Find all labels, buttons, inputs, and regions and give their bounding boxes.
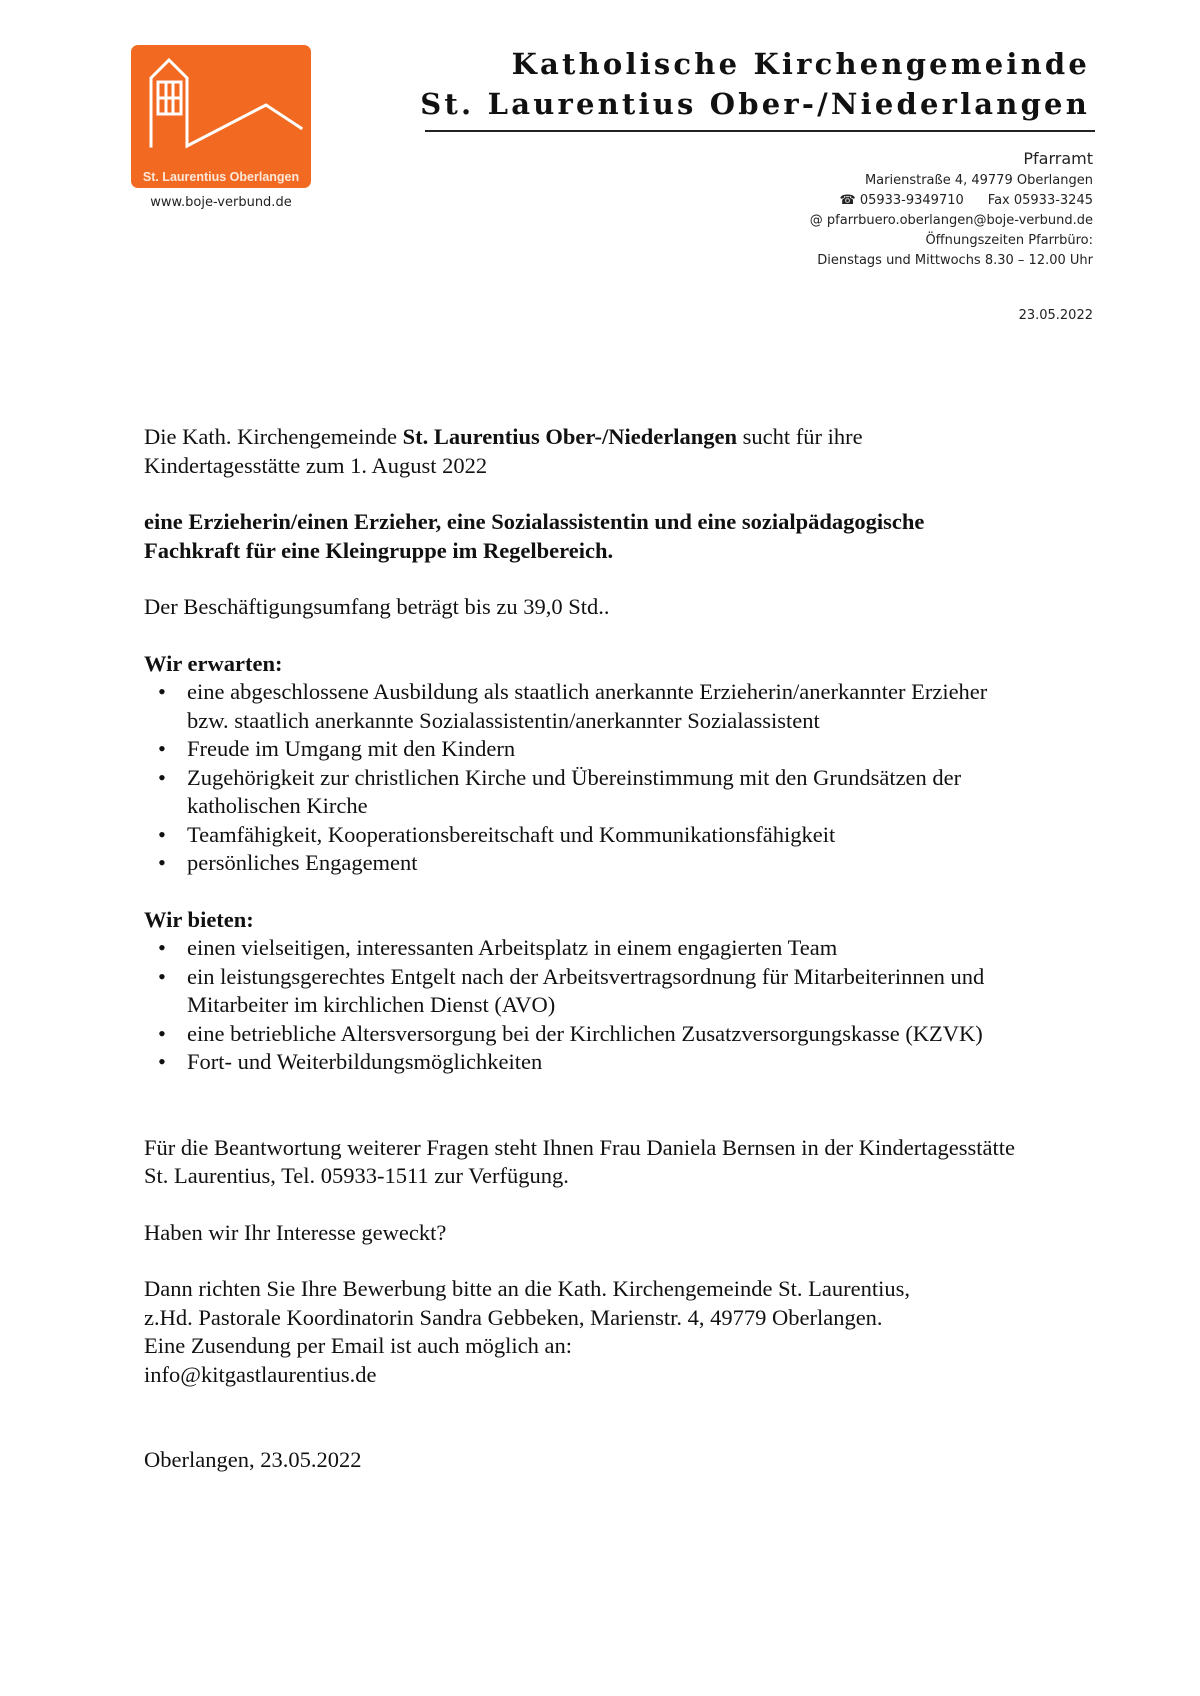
- parish-title-line2: St. Laurentius Ober-/Niederlangen: [420, 87, 1090, 121]
- item-text: einen vielseitigen, interessanten Arbeitsplatz in einem engagierten Team: [187, 935, 838, 960]
- apply-line1: Dann richten Sie Ihre Bewerbung bitte an die Kath. Kirchengemeinde St. Laurentius,: [144, 1276, 911, 1301]
- phone-fax-line: [810, 191, 1093, 211]
- phone-icon: ☎: [839, 193, 856, 208]
- position-line1: eine Erzieherin/einen Erzieher, eine Sozialassistentin und eine sozialpädagogische: [144, 509, 925, 534]
- interest-question: Haben wir Ihr Interesse geweckt?: [144, 1219, 447, 1245]
- fax-number: Fax 05933-3245: [987, 193, 1093, 208]
- phone-number[interactable]: 05933-9349710: [859, 193, 964, 208]
- intro-paragraph: [144, 423, 1094, 480]
- item-text: Mitarbeiter im kirchlichen Dienst (AVO): [187, 992, 556, 1017]
- item-text: Fort- und Weiterbildungsmöglichkeiten: [187, 1049, 543, 1074]
- office-label: Pfarramt: [1023, 149, 1093, 168]
- scope-paragraph: Der Beschäftigungsumfang beträgt bis zu 39,0 Std..: [144, 594, 610, 619]
- item-text: bzw. staatlich anerkannte Sozialassistentin/anerkannter Sozialassistent: [187, 707, 820, 733]
- bullet-icon: •: [158, 850, 166, 875]
- email-icon: @: [809, 213, 823, 228]
- church-building-icon: [131, 45, 311, 188]
- list-item: [144, 1020, 1094, 1049]
- bullet-icon: •: [158, 963, 166, 989]
- list-item: [144, 1048, 1094, 1077]
- logo-caption: St. Laurentius Oberlangen: [142, 170, 300, 184]
- intro-suffix: sucht für ihre: [737, 424, 863, 449]
- parish-logo: [131, 45, 311, 188]
- expect-list: [144, 678, 1094, 878]
- item-text: eine abgeschlossene Ausbildung als staatlich anerkannte Erzieherin/anerkannter Erzieher: [187, 679, 988, 704]
- office-email-link[interactable]: pfarrbuero.oberlangen@boje-verbund.de: [826, 213, 1093, 228]
- bullet-icon: •: [158, 1049, 166, 1074]
- bullet-icon: •: [158, 935, 166, 960]
- bullet-icon: •: [158, 764, 166, 790]
- bullet-icon: •: [158, 736, 166, 761]
- application-paragraph: [144, 1275, 1094, 1389]
- item-text: Teamfähigkeit, Kooperationsbereitschaft und Kommunikationsfähigkeit: [187, 821, 836, 847]
- offer-heading: Wir bieten:: [144, 906, 254, 932]
- bullet-icon: •: [158, 821, 166, 847]
- list-item: [144, 821, 1094, 850]
- bullet-icon: •: [158, 679, 166, 704]
- intro-line2: Kindertagesstätte zum 1. August 2022: [144, 452, 488, 478]
- questions-paragraph: [144, 1134, 1094, 1191]
- website-link[interactable]: www.boje-verbund.de: [150, 195, 292, 210]
- intro-prefix: Die Kath. Kirchengemeinde: [144, 424, 403, 449]
- list-item: [144, 963, 1094, 1020]
- parish-title-line1: Katholische Kirchengemeinde: [511, 47, 1090, 81]
- office-hours-label: Öffnungszeiten Pfarrbüro:: [925, 233, 1093, 248]
- apply-line3: Eine Zusendung per Email ist auch möglich an:: [144, 1333, 573, 1358]
- position-line2: Fachkraft für eine Kleingruppe im Regelbereich.: [144, 537, 614, 563]
- item-text: persönliches Engagement: [187, 850, 418, 875]
- parish-name-bold: St. Laurentius Ober-/Niederlangen: [402, 424, 738, 449]
- parish-title: [420, 44, 1090, 124]
- expect-heading: Wir erwarten:: [144, 650, 283, 676]
- list-item: [144, 735, 1094, 764]
- item-text: ein leistungsgerechtes Entgelt nach der Arbeitsvertragsordnung für Mitarbeiterinnen und: [187, 963, 985, 989]
- item-text: Zugehörigkeit zur christlichen Kirche und Übereinstimmung mit den Grundsätzen der: [187, 764, 962, 790]
- office-address: Marienstraße 4, 49779 Oberlangen: [864, 173, 1093, 188]
- letter-date: 23.05.2022: [1018, 308, 1093, 323]
- list-item: [144, 764, 1094, 821]
- application-email-link[interactable]: info@kitgastlaurentius.de: [144, 1361, 377, 1387]
- item-text: Freude im Umgang mit den Kindern: [187, 736, 516, 761]
- questions-line1: Für die Beantwortung weiterer Fragen steht Ihnen Frau Daniela Bernsen in der Kindertagesstätte: [144, 1134, 1015, 1160]
- bullet-icon: •: [158, 1020, 166, 1046]
- office-hours: Dienstags und Mittwochs 8.30 – 12.00 Uhr: [817, 253, 1093, 268]
- item-text: katholischen Kirche: [187, 793, 368, 818]
- header-divider: [425, 130, 1095, 132]
- item-text: eine betriebliche Altersversorgung bei der Kirchlichen Zusatzversorgungskasse (KZVK): [187, 1020, 983, 1046]
- closing-place-date: Oberlangen, 23.05.2022: [144, 1447, 362, 1472]
- questions-line2: St. Laurentius, Tel. 05933-1511 zur Verfügung.: [144, 1163, 569, 1188]
- letter-body: [144, 423, 1094, 1475]
- list-item: [144, 934, 1094, 963]
- contact-block: [810, 147, 1093, 271]
- offer-list: [144, 934, 1094, 1077]
- list-item: [144, 678, 1094, 735]
- list-item: [144, 849, 1094, 878]
- position-title: [144, 508, 1094, 565]
- apply-line2: z.Hd. Pastorale Koordinatorin Sandra Gebbeken, Marienstr. 4, 49779 Oberlangen.: [144, 1304, 883, 1330]
- email-line: [810, 211, 1093, 231]
